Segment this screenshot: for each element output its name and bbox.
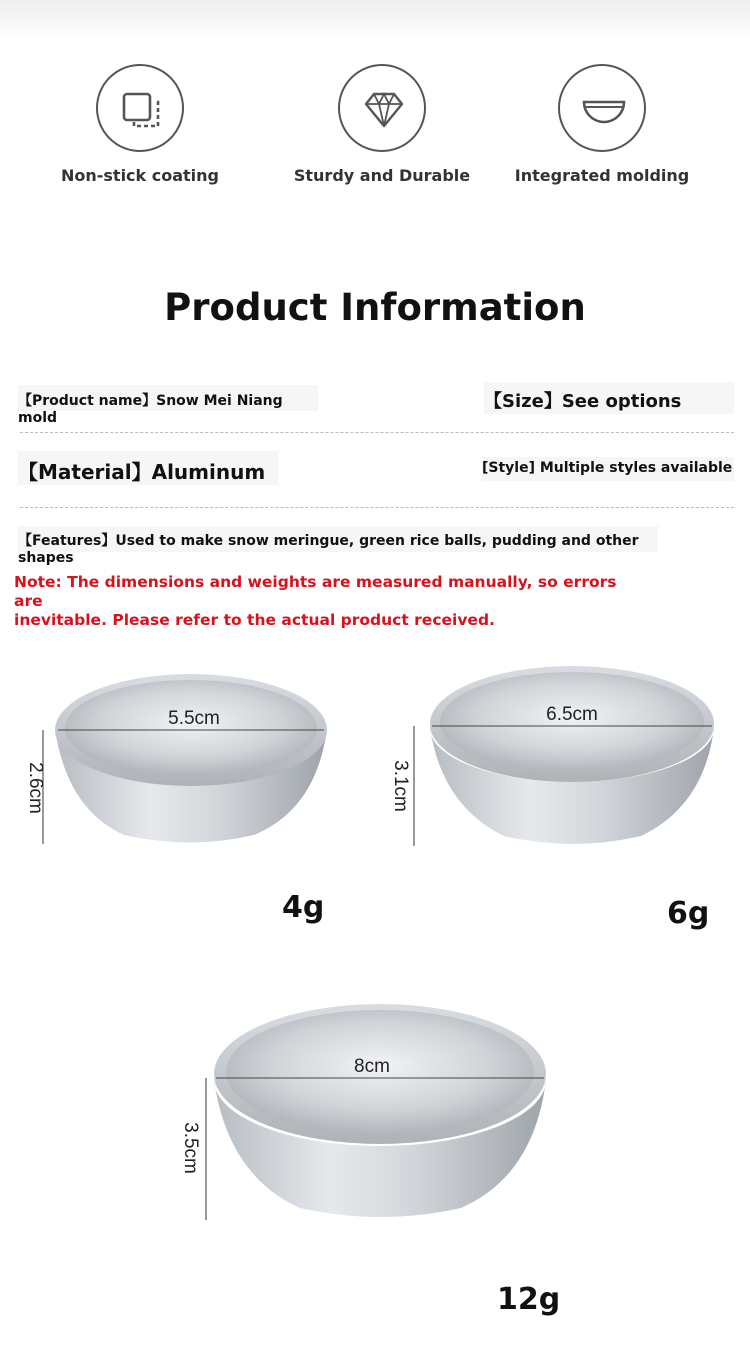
- info-features: 【Features】Used to make snow meringue, green rice balls, pudding and other shapes: [18, 526, 658, 552]
- height-label: 2.6cm: [25, 762, 46, 814]
- diameter-label: 8cm: [354, 1056, 390, 1077]
- feature-circle: [96, 64, 184, 152]
- weight-large: 12g: [497, 1282, 561, 1317]
- bowl-large-illustration: [176, 996, 556, 1236]
- top-shadow: [0, 0, 750, 40]
- note-line: Note: The dimensions and weights are measured manually, so errors are: [14, 573, 617, 610]
- divider: [20, 507, 734, 508]
- note-line: inevitable. Please refer to the actual product received.: [14, 611, 495, 629]
- feature-circle: [558, 64, 646, 152]
- bowl-medium-illustration: [386, 656, 726, 856]
- weight-small: 4g: [282, 890, 325, 925]
- diameter-label: 5.5cm: [168, 708, 220, 729]
- diameter-label: 6.5cm: [546, 704, 598, 725]
- feature-label: Non-stick coating: [60, 166, 219, 185]
- height-label: 3.5cm: [180, 1122, 201, 1174]
- feature-label: Integrated molding: [514, 166, 690, 185]
- info-material: 【Material】Aluminum: [18, 451, 278, 485]
- feature-durable: [262, 64, 502, 185]
- divider: [20, 432, 734, 433]
- half-bowl-icon: [582, 88, 626, 132]
- diamond-icon: [362, 88, 406, 132]
- section-title: Product Information: [164, 286, 586, 329]
- weight-medium: 6g: [667, 896, 710, 931]
- info-style: [Style] Multiple styles available: [482, 457, 734, 481]
- info-product-name: 【Product name】Snow Mei Niang mold: [18, 385, 318, 411]
- info-size: 【Size】See options: [484, 382, 734, 414]
- bowl-small-illustration: [14, 660, 334, 860]
- feature-nonstick: [20, 64, 260, 185]
- height-label: 3.1cm: [390, 760, 411, 812]
- feature-circle: [338, 64, 426, 152]
- feature-label: Sturdy and Durable: [293, 166, 471, 185]
- nonstick-square-icon: [120, 88, 164, 132]
- measurement-note: [14, 573, 634, 630]
- feature-molding: [482, 64, 722, 185]
